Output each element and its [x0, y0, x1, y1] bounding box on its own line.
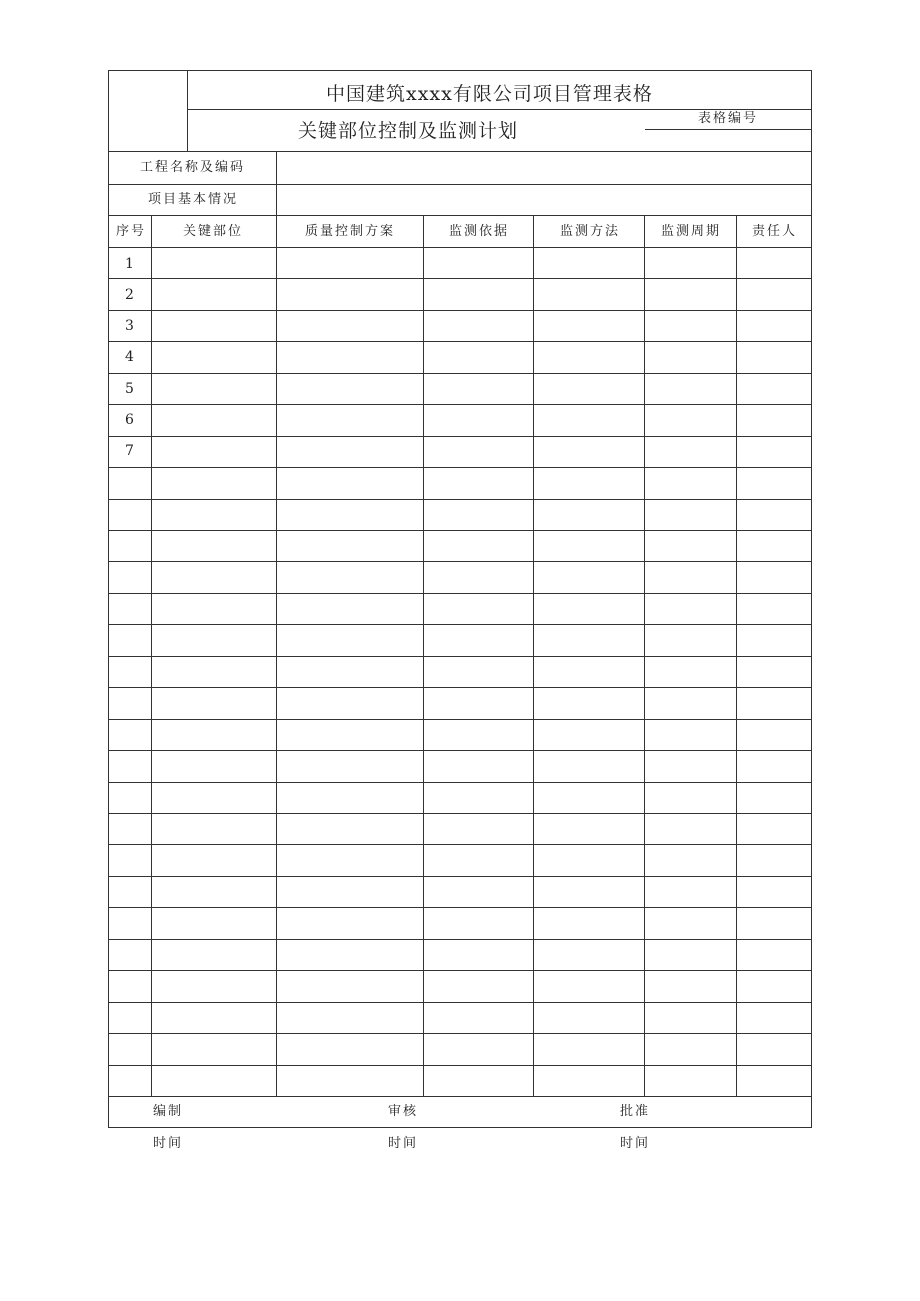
table-cell-input[interactable] — [647, 1035, 733, 1064]
table-cell-input[interactable] — [536, 972, 641, 1001]
row-divider — [109, 278, 811, 279]
table-cell-input[interactable] — [154, 1004, 273, 1032]
table-cell-input[interactable] — [739, 438, 808, 466]
table-cell-input[interactable] — [154, 501, 273, 529]
table-cell-input[interactable] — [739, 469, 808, 498]
row-divider — [109, 341, 811, 342]
table-cell-input[interactable] — [647, 721, 733, 749]
table-cell-input[interactable] — [739, 406, 808, 435]
row-divider — [109, 970, 811, 971]
table-cell-input[interactable] — [279, 689, 420, 718]
table-cell-input[interactable] — [536, 595, 641, 623]
table-cell-input[interactable] — [279, 280, 420, 309]
table-cell-input[interactable] — [154, 563, 273, 592]
row-divider — [109, 813, 811, 814]
form-title: 关键部位控制及监测计划 — [298, 120, 519, 142]
table-cell-input[interactable] — [739, 375, 808, 403]
col-header-control-plan: 质量控制方案 — [305, 224, 396, 239]
table-cell-input[interactable] — [647, 972, 733, 1001]
table-cell-input[interactable] — [154, 721, 273, 749]
table-cell-input[interactable] — [279, 846, 420, 875]
table-cell-input[interactable] — [536, 721, 641, 749]
table-cell-input[interactable] — [426, 1035, 530, 1064]
form-no-label: 表格编号 — [698, 111, 759, 126]
table-cell-input[interactable] — [279, 595, 420, 623]
table-cell-input[interactable] — [536, 626, 641, 655]
table-cell-input[interactable] — [739, 595, 808, 623]
table-cell-input[interactable] — [279, 626, 420, 655]
table-cell-input[interactable] — [647, 312, 733, 340]
table-cell-input[interactable] — [279, 815, 420, 843]
table-cell-input[interactable] — [426, 846, 530, 875]
table-cell-input[interactable] — [536, 532, 641, 560]
table-cell-input[interactable] — [279, 721, 420, 749]
table-cell-input[interactable] — [536, 406, 641, 435]
row-divider — [109, 1002, 811, 1003]
table-cell-input[interactable] — [739, 1067, 808, 1095]
table-cell-input[interactable] — [426, 406, 530, 435]
table-cell-input[interactable] — [536, 658, 641, 686]
row-divider — [109, 939, 811, 940]
table-cell-input[interactable] — [739, 689, 808, 718]
info-row-rule — [109, 184, 811, 185]
row-divider — [109, 656, 811, 657]
approved-label: 批准 — [620, 1104, 651, 1119]
table-cell-input[interactable] — [536, 563, 641, 592]
table-cell-input[interactable] — [279, 375, 420, 403]
prepared-label: 编制 — [153, 1104, 184, 1119]
table-cell-input[interactable] — [426, 343, 530, 372]
table-cell-input[interactable] — [154, 375, 273, 403]
row-divider — [109, 436, 811, 437]
row-divider — [109, 1033, 811, 1034]
table-cell-input[interactable] — [647, 909, 733, 938]
table-cell-input[interactable] — [426, 909, 530, 938]
row-number: 7 — [125, 443, 134, 459]
table-cell-input[interactable] — [739, 312, 808, 340]
table-cell-input[interactable] — [279, 469, 420, 498]
table-cell-input[interactable] — [739, 532, 808, 560]
col-header-basis: 监测依据 — [449, 224, 510, 239]
approved-time-label: 时间 — [620, 1136, 651, 1151]
table-cell-input[interactable] — [279, 343, 420, 372]
row-divider — [109, 373, 811, 374]
table-cell-input[interactable] — [739, 501, 808, 529]
table-cell-input[interactable] — [536, 343, 641, 372]
row-divider — [109, 310, 811, 311]
table-cell-input[interactable] — [154, 249, 273, 277]
table-cell-input[interactable] — [154, 752, 273, 781]
table-cell-input[interactable] — [154, 909, 273, 938]
table-cell-input[interactable] — [536, 249, 641, 277]
table-cell-input[interactable] — [739, 343, 808, 372]
table-cell-input[interactable] — [647, 658, 733, 686]
table-cell-input[interactable] — [426, 249, 530, 277]
table-cell-input[interactable] — [279, 501, 420, 529]
table-cell-input[interactable] — [279, 532, 420, 560]
row-divider — [109, 467, 811, 468]
table-cell-input[interactable] — [739, 280, 808, 309]
table-cell-input[interactable] — [647, 626, 733, 655]
table-header-top-rule — [109, 215, 811, 216]
col-header-cycle: 监测周期 — [661, 224, 722, 239]
logo-cell — [109, 71, 187, 152]
table-cell-input[interactable] — [536, 312, 641, 340]
header-divider — [188, 109, 811, 110]
row-divider — [109, 624, 811, 625]
table-cell-input[interactable] — [426, 469, 530, 498]
row-divider — [109, 782, 811, 783]
table-cell-input[interactable] — [536, 501, 641, 529]
table-cell-input[interactable] — [647, 941, 733, 969]
table-cell-input[interactable] — [739, 941, 808, 969]
table-cell-input[interactable] — [426, 1067, 530, 1095]
header-bottom-rule — [109, 151, 811, 152]
table-cell-input[interactable] — [154, 532, 273, 560]
row-divider — [109, 844, 811, 845]
row-divider — [109, 719, 811, 720]
table-cell-input[interactable] — [154, 972, 273, 1001]
table-cell-input[interactable] — [154, 689, 273, 718]
table-cell-input[interactable] — [647, 563, 733, 592]
table-cell-input[interactable] — [739, 721, 808, 749]
row-divider — [109, 750, 811, 751]
prepared-time-label: 时间 — [153, 1136, 184, 1151]
table-cell-input[interactable] — [426, 721, 530, 749]
table-cell-input[interactable] — [426, 658, 530, 686]
table-cell-input[interactable] — [426, 626, 530, 655]
col-header-method: 监测方法 — [560, 224, 621, 239]
table-cell-input[interactable] — [279, 1067, 420, 1095]
table-cell-input[interactable] — [279, 972, 420, 1001]
table-cell-input[interactable] — [426, 312, 530, 340]
table-cell-input[interactable] — [647, 532, 733, 560]
table-cell-input[interactable] — [154, 815, 273, 843]
table-cell-input[interactable] — [739, 563, 808, 592]
table-cell-input[interactable] — [647, 846, 733, 875]
table-cell-input[interactable] — [536, 438, 641, 466]
form-no-input[interactable] — [650, 130, 808, 150]
table-cell-input[interactable] — [647, 280, 733, 309]
table-cell-input[interactable] — [426, 280, 530, 309]
table-cell-input[interactable] — [279, 784, 420, 812]
table-cell-input[interactable] — [739, 1004, 808, 1032]
table-cell-input[interactable] — [536, 846, 641, 875]
table-cell-input[interactable] — [647, 815, 733, 843]
table-cell-input[interactable] — [154, 595, 273, 623]
table-cell-input[interactable] — [739, 249, 808, 277]
table-cell-input[interactable] — [739, 658, 808, 686]
row-divider — [109, 593, 811, 594]
table-cell-input[interactable] — [154, 312, 273, 340]
project-basic-input[interactable] — [282, 187, 806, 213]
table-cell-input[interactable] — [536, 375, 641, 403]
table-cell-input[interactable] — [739, 784, 808, 812]
table-cell-input[interactable] — [279, 941, 420, 969]
table-cell-input[interactable] — [426, 815, 530, 843]
table-cell-input[interactable] — [154, 846, 273, 875]
row-number: 6 — [125, 412, 134, 428]
table-cell-input[interactable] — [647, 343, 733, 372]
table-cell-input[interactable] — [154, 438, 273, 466]
table-cell-input[interactable] — [279, 1004, 420, 1032]
table-cell-input[interactable] — [279, 1035, 420, 1064]
table-cell-input[interactable] — [739, 846, 808, 875]
table-cell-input[interactable] — [739, 909, 808, 938]
col-header-key-part: 关键部位 — [183, 224, 244, 239]
table-cell-input[interactable] — [647, 469, 733, 498]
table-cell-input[interactable] — [647, 501, 733, 529]
table-cell-input[interactable] — [426, 375, 530, 403]
reviewed-label: 审核 — [388, 1104, 419, 1119]
table-cell-input[interactable] — [154, 878, 273, 906]
table-cell-input[interactable] — [279, 563, 420, 592]
table-cell-input[interactable] — [536, 280, 641, 309]
table-cell-input[interactable] — [647, 1004, 733, 1032]
table-cell-input[interactable] — [739, 752, 808, 781]
approved-input[interactable] — [657, 1100, 805, 1124]
table-cell-input[interactable] — [426, 878, 530, 906]
row-divider — [109, 499, 811, 500]
table-cell-input[interactable] — [536, 1067, 641, 1095]
row-number: 4 — [125, 349, 134, 365]
table-cell-input[interactable] — [426, 972, 530, 1001]
table-cell-input[interactable] — [154, 469, 273, 498]
prepared-input[interactable] — [190, 1100, 370, 1124]
table-cell-input[interactable] — [426, 689, 530, 718]
table-cell-input[interactable] — [154, 406, 273, 435]
table-cell-input[interactable] — [647, 375, 733, 403]
table-cell-input[interactable] — [739, 972, 808, 1001]
table-cell-input[interactable] — [154, 280, 273, 309]
table-cell-input[interactable] — [536, 815, 641, 843]
table-cell-input[interactable] — [536, 909, 641, 938]
table-cell-input[interactable] — [279, 909, 420, 938]
row-divider — [109, 876, 811, 877]
table-cell-input[interactable] — [279, 249, 420, 277]
col-header-index: 序号 — [116, 224, 147, 239]
table-cell-input[interactable] — [154, 941, 273, 969]
footer-top-rule — [109, 1096, 811, 1097]
table-cell-input[interactable] — [647, 752, 733, 781]
row-number: 1 — [125, 256, 134, 272]
table-cell-input[interactable] — [154, 658, 273, 686]
table-cell-input[interactable] — [279, 406, 420, 435]
table-cell-input[interactable] — [647, 249, 733, 277]
table-cell-input[interactable] — [739, 626, 808, 655]
table-cell-input[interactable] — [279, 878, 420, 906]
row-divider — [109, 404, 811, 405]
table-cell-input[interactable] — [279, 312, 420, 340]
row-number: 2 — [125, 287, 134, 303]
table-cell-input[interactable] — [154, 626, 273, 655]
logo-cell-divider — [187, 71, 188, 152]
reviewed-input[interactable] — [425, 1100, 605, 1124]
row-divider — [109, 247, 811, 248]
table-cell-input[interactable] — [739, 878, 808, 906]
row-divider — [109, 687, 811, 688]
table-cell-input[interactable] — [647, 406, 733, 435]
table-cell-input[interactable] — [426, 1004, 530, 1032]
row-number: 3 — [125, 318, 134, 334]
table-cell-input[interactable] — [536, 878, 641, 906]
table-cell-input[interactable] — [536, 689, 641, 718]
table-cell-input[interactable] — [154, 1035, 273, 1064]
table-cell-input[interactable] — [647, 784, 733, 812]
table-cell-input[interactable] — [279, 658, 420, 686]
col-header-responsible: 责任人 — [752, 224, 798, 239]
table-cell-input[interactable] — [426, 438, 530, 466]
table-cell-input[interactable] — [154, 343, 273, 372]
table-cell-input[interactable] — [536, 784, 641, 812]
reviewed-time-label: 时间 — [388, 1136, 419, 1151]
table-cell-input[interactable] — [647, 689, 733, 718]
table-cell-input[interactable] — [536, 469, 641, 498]
table-cell-input[interactable] — [647, 1067, 733, 1095]
table-cell-input[interactable] — [536, 1004, 641, 1032]
table-cell-input[interactable] — [426, 595, 530, 623]
row-divider — [109, 530, 811, 531]
table-cell-input[interactable] — [647, 438, 733, 466]
table-cell-input[interactable] — [426, 784, 530, 812]
table-cell-input[interactable] — [536, 752, 641, 781]
table-cell-input[interactable] — [426, 563, 530, 592]
row-divider — [109, 907, 811, 908]
table-cell-input[interactable] — [536, 1035, 641, 1064]
table-cell-input[interactable] — [279, 752, 420, 781]
project-name-label: 工程名称及编码 — [140, 160, 246, 175]
project-name-input[interactable] — [282, 155, 806, 181]
table-cell-input[interactable] — [154, 1067, 273, 1095]
table-cell-input[interactable] — [426, 941, 530, 969]
table-cell-input[interactable] — [279, 438, 420, 466]
row-divider — [109, 1065, 811, 1066]
row-number: 5 — [125, 381, 134, 397]
table-cell-input[interactable] — [739, 1035, 808, 1064]
company-title: 中国建筑xxxx有限公司项目管理表格 — [326, 83, 653, 105]
table-cell-input[interactable] — [154, 784, 273, 812]
table-cell-input[interactable] — [739, 815, 808, 843]
table-cell-input[interactable] — [426, 752, 530, 781]
table-cell-input[interactable] — [426, 532, 530, 560]
table-cell-input[interactable] — [647, 878, 733, 906]
project-basic-label: 项目基本情况 — [148, 192, 239, 207]
table-cell-input[interactable] — [536, 941, 641, 969]
row-divider — [109, 561, 811, 562]
table-cell-input[interactable] — [647, 595, 733, 623]
table-cell-input[interactable] — [426, 501, 530, 529]
